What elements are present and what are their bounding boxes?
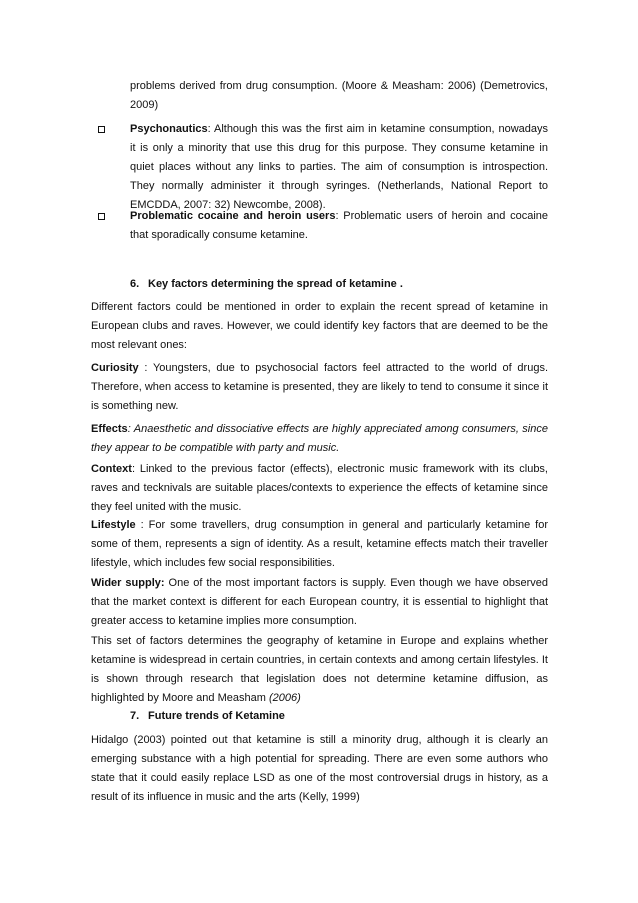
continuation-text: problems derived from drug consumption. (Moore & Measham: 2006) (Demetrovics, 2009) [130, 80, 548, 111]
factor-text: : Youngsters, due to psychosocial factors feel attracted to the world of drugs. Therefore, when access to ketamine is presented, they are likely to tend to consume it since it is something new. [91, 362, 548, 412]
bullet-label: Problematic cocaine and heroin users [130, 210, 336, 222]
intro-paragraph [91, 298, 548, 355]
summary-text: This set of factors determines the geography of ketamine in Europe and explains whether ketamine is widespread in certain countries, in certain contexts and among certain lifestyles. It is shown through research that legislation does not determine ketamine diffusion, as highlighted by Moore and Measham [91, 635, 548, 704]
factor-text: : For some travellers, drug consumption in general and particularly ketamine for some of them, represents a sign of identity. As a result, ketamine effects match their traveller lifestyle, which includes few social responsibilities. [91, 519, 548, 569]
factor-lifestyle [91, 516, 548, 573]
factor-context [91, 460, 548, 517]
section-heading-6 [130, 275, 403, 294]
factor-label: Context [91, 463, 132, 475]
trends-text: Hidalgo (2003) pointed out that ketamine is still a minority drug, although it is clearly an emerging substance with a high potential for spreading. There are even some authors who state that it could easily replace LSD as one of the most controversial drugs in history, as a result of its influence in music and the arts (Kelly, 1999) [91, 734, 548, 803]
section-title: Future trends of Ketamine [148, 710, 285, 722]
factor-effects [91, 420, 548, 458]
factor-text: : Linked to the previous factor (effects), electronic music framework with its clubs, raves and tecknivals are suitable places/contexts to experience the effects of ketamine since they feel united with the music. [91, 463, 548, 513]
bullet-label: Psychonautics [130, 123, 208, 135]
section-heading-7 [130, 707, 285, 726]
factor-label: Curiosity [91, 362, 139, 374]
section-title: Key factors determining the spread of ketamine . [148, 278, 403, 290]
factor-text: One of the most important factors is supply. Even though we have observed that the market context is different for each European country, it is essential to highlight that greater access to ketamine implies more consumption. [91, 577, 548, 627]
square-bullet-icon [98, 126, 105, 133]
section-number: 6. [130, 278, 140, 290]
summary-paragraph [91, 632, 548, 708]
section-number: 7. [130, 710, 140, 722]
factor-label: Lifestyle [91, 519, 136, 531]
factor-label: Wider supply: [91, 577, 165, 589]
intro-text: Different factors could be mentioned in order to explain the recent spread of ketamine in European clubs and raves. However, we could identify key factors that are deemed to be the most relevant ones: [91, 301, 548, 351]
factor-label: Effects [91, 423, 128, 435]
factor-text: : Anaesthetic and dissociative effects are highly appreciated among consumers, since they appear to be compatible with party and music. [91, 423, 548, 454]
bullet-item-psychonautics [130, 120, 548, 215]
summary-citation: (2006) [268, 692, 301, 704]
bullet-item-problematic-users [130, 207, 548, 245]
bullet-text: : Problematic users of heroin and cocaine that sporadically consume ketamine. [130, 210, 548, 241]
square-bullet-icon [98, 213, 105, 220]
continuation-paragraph [130, 77, 548, 115]
factor-wider-supply [91, 574, 548, 631]
factor-curiosity [91, 359, 548, 416]
bullet-text: : Although this was the first aim in ketamine consumption, nowadays it is only a minority that use this drug for this purpose. They consume ketamine in quiet places without any links to parties. The aim of consumption is introspection. They normally administer it through syringes. (Netherlands, National Report to EMCDDA, 2007: 32) Newcombe, 2008). [130, 123, 548, 211]
trends-paragraph [91, 731, 548, 807]
